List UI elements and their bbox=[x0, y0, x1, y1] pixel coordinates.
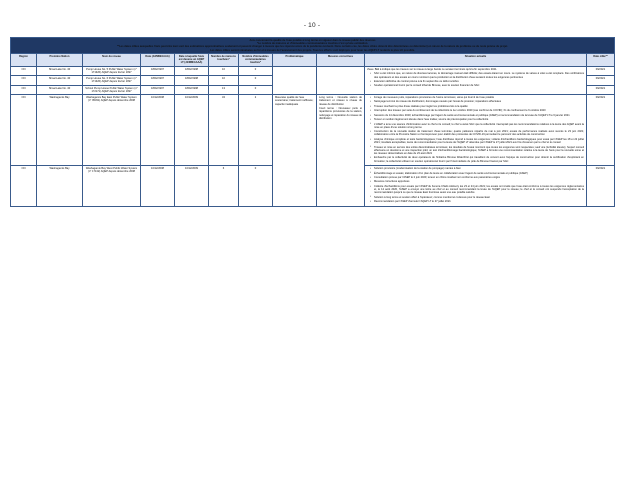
column-header-corrective: Mesures correctives bbox=[317, 53, 365, 66]
cell-system-name: School Pump House Public Water System (n° 172171) AQEP depuis février 1997 bbox=[83, 85, 141, 94]
cell-first-nation: Washagamis Bay bbox=[37, 166, 83, 206]
status-bullet: • Échantillonnage et essais; élaboration d'un plan de levée en collaboration avec l'agent de santé environnementale et publique (ASEP) bbox=[371, 172, 584, 175]
column-header-buildings: Nombre d'immeubles communautaires touchés* bbox=[239, 53, 273, 66]
cell-buildings: 2 bbox=[239, 95, 273, 166]
status-bullet: • Solution à long terme et soutien offert à l'opérateur; comme mentionné ci-dessus pour le réseau East bbox=[371, 196, 584, 199]
status-bullet-list bbox=[367, 96, 584, 163]
cell-homes: 34 bbox=[209, 95, 239, 166]
cell-region: ON bbox=[11, 85, 37, 94]
status-bullet: • Embauche par le collectivité de deux opérateurs de l'initiative Bimose WaterFirst qui travaillent de concert avec l'équipe de construction pour obtenir la certification d'exploitant en formation; la collectivité utilisent un soutien opérationnel fourni par l'intermédiaire du pôle de Bimose financé par SAC bbox=[371, 156, 584, 162]
cell-corrective bbox=[317, 95, 365, 206]
table-banner bbox=[11, 38, 615, 54]
cell-corrective bbox=[317, 66, 365, 94]
status-bullet: • Mesures correctives apportées bbox=[371, 180, 584, 183]
cell-date-issued: 18/02/1997 bbox=[141, 76, 175, 85]
status-bullet: • Sessions du 14 décembre 2020; échantillonnage par l'agent de santé environnementale et publique (ASEP) et recommandation de la levée de l'AQEP LT le 6 janvier 2021 bbox=[371, 114, 584, 117]
status-bullet: • Travaux et mise en service des unités décentralisées terminées; les résultats de l'essai montrent que toutes les exigences sont respectées; sauf une (turbidité élevée); l'expert conseil effectuera un deuxième et une inspection pilot; un test d'échantillonnage bactériologique; l'ASEP a formulé une recommandation relative à la levée de l'avis pour la nouvelle usine et les réseaux décentralisés en date du 23 août 2021 bbox=[371, 146, 584, 156]
cell-homes: 10 bbox=[209, 66, 239, 75]
cell-date-long-term: 18/02/1998 bbox=[175, 85, 209, 94]
cell-date-issued: 18/02/1997 bbox=[141, 66, 175, 75]
status-bullet-list bbox=[367, 72, 584, 87]
status-bullet: • Teneur en sodium légèrement élevée dans l'eau traitée; source de préoccupation pour la collectivité bbox=[371, 118, 584, 121]
status-bullet: • Nettoyage terminé du réseau de distribution; dommages causés par l'essai de pression; réparations effectuées bbox=[371, 100, 584, 103]
cell-date-issued: 18/02/1997 bbox=[141, 85, 175, 94]
status-bullet: • L'ASEP a tenu une séance d'information avec le chef et le conseil; le chef a avisé SAC que la collectivité n'acceptait pas les recommandations relatives à la levée des AQEP avant la mise en place d'une solution à long terme bbox=[371, 123, 584, 129]
cell-buildings: 0 bbox=[239, 66, 273, 75]
cell-first-nation: Washagamis Bay bbox=[37, 95, 83, 166]
cell-date-long-term: 18/02/1998 bbox=[175, 66, 209, 75]
cell-date-long-term: 18/02/1998 bbox=[175, 76, 209, 85]
column-header-problem: Problématique bbox=[273, 53, 317, 66]
column-header-first-nation: Première Nation bbox=[37, 53, 83, 66]
column-header-current-status: Situation actuelle bbox=[365, 53, 587, 66]
cell-problem: Mauvaise qualité de l'eau souterraine; traitement inefficace; capacité inadéquate bbox=[273, 95, 317, 206]
cell-first-nation: Shoal Lake No. 40 bbox=[37, 76, 83, 85]
status-bullet: • SAC a été informé que, en raison de diverses lacunes, le démarrage manuel était difficile; des essais étaient en cours. Le système de valves à volet a été remplacé. Des vérifications des opérateurs et des essais en cours montrent que la production et la distribution d'eau seraient toutes les exigences pertinentes bbox=[371, 72, 584, 78]
table-row bbox=[11, 66, 615, 75]
banner-line-3: **Les dates cibles auxquelles l'avis peut être levé sont des estimations approximatives seulement et peuvent changer à mesure que les répercussions de la pandémie évoluent. Dans certains cas, les dates cibles doivent être déterminées ou déterminer) en raison de la nature du problème ou du reste prévue du projet. bbox=[117, 45, 508, 49]
cell-buildings: 0 bbox=[239, 85, 273, 94]
cell-current-status bbox=[365, 95, 587, 166]
column-header-homes: Nombre de maisons touchées* bbox=[209, 53, 239, 66]
status-bullet: • Souden opérationnel fourni par le conseil tribal de Bimose, avec le soutien financier de SAC bbox=[371, 84, 584, 87]
cell-homes: 10 bbox=[209, 76, 239, 85]
cell-current-status bbox=[365, 166, 587, 206]
corrective-long-term: Long terme : Nouvelle station de traitement et réseau à niveau du réseau de distribution bbox=[319, 96, 362, 106]
cell-system-name: Pump House No. 6 Public Water System (n° 171326) AQEP depuis février 1997 bbox=[83, 76, 141, 85]
cell-buildings: 0 bbox=[239, 76, 273, 85]
status-bullet: • Collecte d'échantillons pour essais par l'ASEP du Kenora Chiefs Advisory les 23 et 24 juin 2021; les essais ont révélé que l'eau était conforme à toutes les exigences réglementaires et, le 12 août 2020, l'ASEP a envoyé une lettre au chef et au conseil recommandant la levée de l'AQEP pour le réseau; le chef et le conseil ont suspendu l'acceptation de la recommandation jusqu'à ce que le réseau East fournisse aussi une eau potable salubre bbox=[371, 185, 584, 195]
cell-target-date: 09/2021 bbox=[587, 95, 615, 166]
cell-date-long-term: 10/12/2009 bbox=[175, 95, 209, 166]
cell-current-status bbox=[365, 66, 587, 94]
cell-target-date: 09/2021 bbox=[587, 166, 615, 206]
cell-target-date: 09/2021 bbox=[587, 66, 615, 75]
cell-date-long-term: 10/12/2009 bbox=[175, 166, 209, 206]
cell-date-issued: 10/12/2008 bbox=[141, 166, 175, 206]
table-header-row bbox=[11, 53, 615, 66]
status-bullet-list bbox=[367, 167, 584, 203]
status-bullet: • Forage de nouveaux puits, réparations provisoires de l'usine terminées; usine qui fournit de l'eau potable bbox=[371, 96, 584, 99]
cell-buildings: 0 bbox=[239, 166, 273, 206]
status-bullet: • Solution provisoire (modernisation de la station de pompage) mantes à bien bbox=[371, 167, 584, 170]
status-bullet: • Interruption des travaux par suite du confinement de la collectivité le 1er octobre 2020 (cas confirmé de COVID); fin du confinement le 6 octobre 2020 bbox=[371, 109, 584, 112]
cell-problem bbox=[273, 66, 317, 94]
column-header-date-long-term: Date à laquelle l'avis est devenu un AQEP LT (JJ/MM/AAAA) bbox=[175, 53, 209, 66]
status-intro: d'eau. Bâti à indiqué que les travaux sur le réseau à large bande ne seraient terminés qu'à la fin septembre 2021. bbox=[367, 67, 498, 71]
cell-region: ON bbox=[11, 95, 37, 166]
cell-system-name: Pump House No. 5 Public Water System (n° 171326) AQEP depuis février 1997 bbox=[83, 66, 141, 75]
banner-line-2: *Le nombre de maisons et d'immeubles communautaires touchés n'est qu'une estimation. bbox=[256, 42, 369, 46]
water-advisory-table bbox=[10, 37, 615, 207]
cell-first-nation: Shoal Lake No. 40 bbox=[37, 85, 83, 94]
cell-target-date: 09/2021 bbox=[587, 85, 615, 94]
cell-target-date: 09/2021 bbox=[587, 76, 615, 85]
page-number: - 10 - bbox=[303, 22, 321, 29]
cell-region: ON bbox=[11, 66, 37, 75]
cell-system-name: Washagamis Bay West Public Water System (n° 17132) AQEP depuis décembre 2008 bbox=[83, 166, 141, 206]
status-bullet: • Exécution définitive du contrat prévue à la fin septembre ou début octobre bbox=[371, 80, 584, 83]
column-header-region: Région bbox=[11, 53, 37, 66]
column-header-system-name: Nom du réseau bbox=[83, 53, 141, 66]
status-bullet: • Analyse chimique complète et tests bactériologiques; l'eau distribuée répond à toutes les exigences; voltarie d'échantillons bactériologiques pour essai par l'ASEP les 18 et 22 juillet 2021; résultats acceptables; levée de recommandation pour la levée de l'AQEP LT attendue par l'ASEP le 27 juillet 2021 aux fins d'examen par le chef et le conseil bbox=[371, 138, 584, 144]
status-bullet: • Construction de la nouvelle station de traitement d'eau terminée; quatre palissons répartis de mai à juin 2021; essais de performance réalisés avec succès le 23 juin 2021; collaboration entre la Première Nation et l'entrepreneur pour établir des protocoles de COVID-19 permettant le parcourir des activités de construction bbox=[371, 130, 584, 136]
status-bullet: • Travaux touchant la prise d'eau réalisés pour régler les problèmes liés à la qualité bbox=[371, 105, 584, 108]
corrective-short-term: Court terme : Nouveaux puits et répartitions provisoires de la station, nettoyage et réparation du réseau de distribution bbox=[319, 107, 362, 120]
cell-homes: 6 bbox=[209, 166, 239, 206]
column-header-date-issued: Date (JJ/MM/AAAA) bbox=[141, 53, 175, 66]
status-bullet: • Recommandation par l'ASEP d'annuler l'AQEP LT le 27 juillet 2021 bbox=[371, 200, 584, 203]
cell-date-issued: 10/12/2008 bbox=[141, 95, 175, 166]
table-banner-row bbox=[11, 38, 615, 54]
banner-line-1: Avis concernant la qualité de l'eau potable à long terme en vigueur dans le réseau public des réserves bbox=[249, 39, 376, 42]
column-header-target-date: Date cible** bbox=[587, 53, 615, 66]
cell-system-name: Washagamis Bay East Public Water System (n° 95331) AQEP depuis décembre 2008 bbox=[83, 95, 141, 166]
cell-region: ON bbox=[11, 166, 37, 206]
cell-homes: 13 bbox=[209, 85, 239, 94]
cell-first-nation: Shoal Lake No. 40 bbox=[37, 66, 83, 75]
table-row bbox=[11, 95, 615, 166]
banner-line-4: Les dates cibles seront réévaluées au fur et à mesure de l'avancement des projets. Tous les efforts sont déployés pour lever les AQEP LT restants le plus tôt possible. bbox=[210, 48, 415, 52]
cell-region: ON bbox=[11, 76, 37, 85]
status-bullet: • Consultation prévue par l'ASEP le 2 juin 2020; teneur en chlore résiduel non conforme aux paramètres exigés bbox=[371, 176, 584, 179]
